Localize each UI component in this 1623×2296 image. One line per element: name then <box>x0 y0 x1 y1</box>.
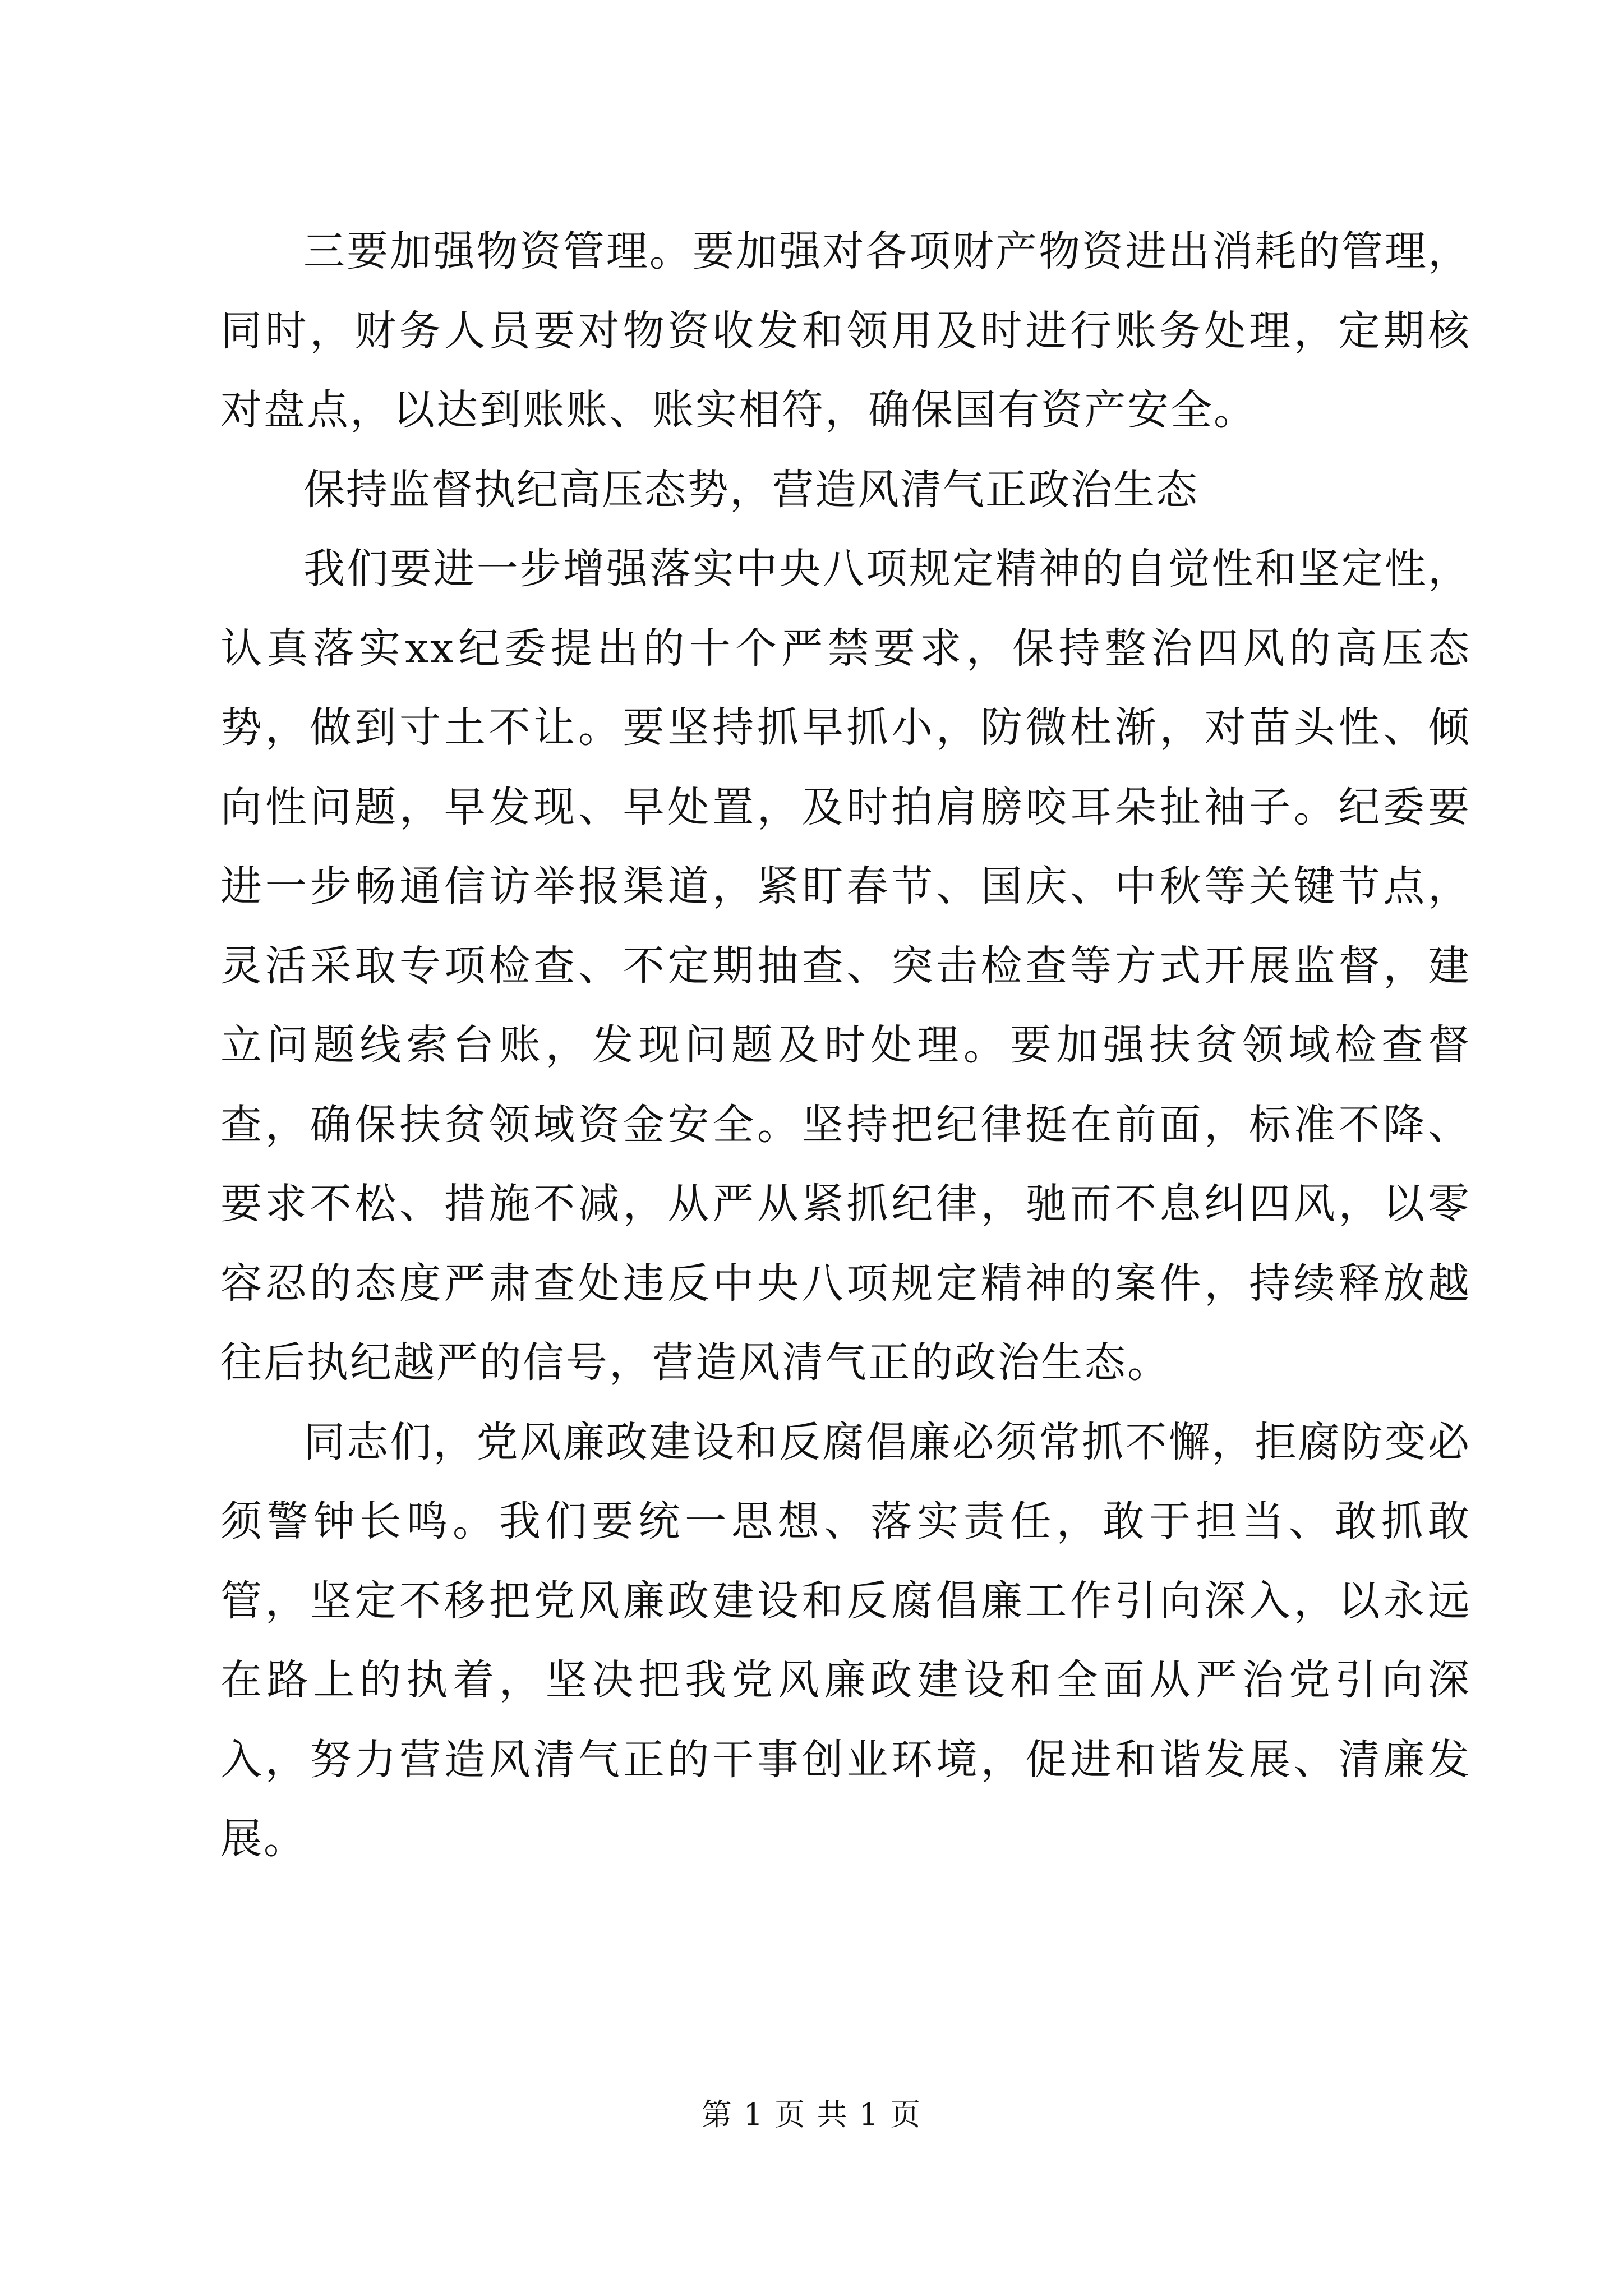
page-number-footer: 第 1 页 共 1 页 <box>701 2097 922 2132</box>
paragraph-material-management: 三要加强物资管理。要加强对各项财产物资进出消耗的管理，同时，财务人员要对物资收发和领用及时进行账务处理，定期核对盘点，以达到账账、账实相符，确保国有资产安全。 <box>220 227 1471 434</box>
paragraph-discipline-supervision: 我们要进一步增强落实中央八项规定精神的自觉性和坚定性，认真落实xx纪委提出的十个严禁要求，保持整治四风的高压态势，做到寸土不让。要坚持抓早抓小，防微杜渐，对苗头性、倾向性问题，早发现、早处置，及时拍肩膀咬耳朵扯袖子。纪委要进一步畅通信访举报渠道，紧盯春节、国庆、中秋等关键节点，灵活采取专项检查、不定期抽查、突击检查等方式开展监督，建立问题线索台账，发现问题及时处理。要加强扶贫领域检查督查，确保扶贫领域资金安全。坚持把纪律挺在前面，标准不降、要求不松、措施不减，从严从紧抓纪律，驰而不息纠四风，以零容忍的态度严肃查处违反中央八项规定精神的案件，持续释放越往后执纪越严的信号，营造风清气正的政治生态。 <box>220 545 1471 1387</box>
paragraph-closing-remarks: 同志们，党风廉政建设和反腐倡廉必须常抓不懈，拒腐防变必须警钟长鸣。我们要统一思想、落实责任，敢于担当、敢抓敢管，坚定不移把党风廉政建设和反腐倡廉工作引向深入，以永远在路上的执着，坚决把我党风廉政建设和全面从严治党引向深入，努力营造风清气正的干事创业环境，促进和谐发展、清廉发展。 <box>220 1418 1471 1863</box>
section-heading: 保持监督执纪高压态势，营造风清气正政治生态 <box>303 465 1198 514</box>
document-body <box>220 212 1471 1879</box>
